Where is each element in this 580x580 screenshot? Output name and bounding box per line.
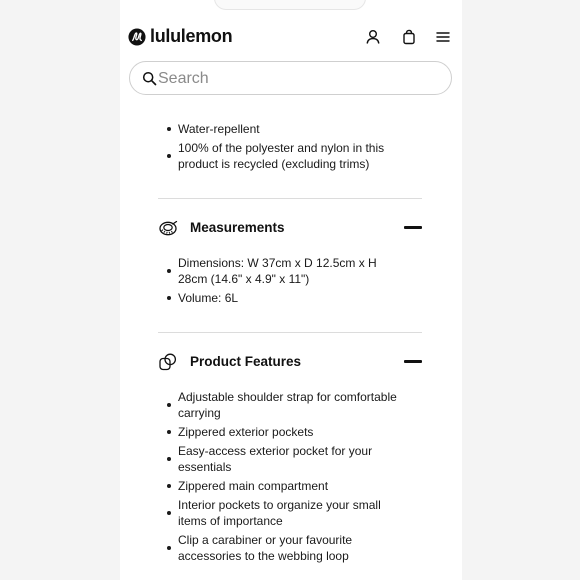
- account-icon[interactable]: [364, 28, 382, 46]
- list-item: Interior pockets to organize your small items of importance: [178, 497, 408, 529]
- list-item: Volume: 6L: [178, 290, 408, 306]
- measuring-tape-icon: [158, 218, 178, 238]
- list-item: Zippered exterior pockets: [178, 424, 408, 440]
- list-item: Dimensions: W 37cm x D 12.5cm x H 28cm (14.6" x 4.9" x 11"): [178, 255, 408, 287]
- search-bar[interactable]: [129, 61, 452, 95]
- search-icon: [142, 71, 157, 86]
- features-list: [178, 389, 408, 567]
- hamburger-menu-icon[interactable]: [434, 28, 452, 46]
- search-input[interactable]: [158, 66, 438, 91]
- collapse-features-button[interactable]: [404, 360, 422, 363]
- list-item: Zippered main compartment: [178, 478, 408, 494]
- list-item: Easy-access exterior pocket for your essentials: [178, 443, 408, 475]
- brand-name[interactable]: lululemon: [150, 26, 233, 46]
- measurements-title: Measurements: [190, 220, 285, 235]
- section-divider: [158, 332, 422, 333]
- collapse-measurements-button[interactable]: [404, 226, 422, 229]
- measurements-list: [178, 255, 408, 309]
- product-features-header[interactable]: [158, 350, 422, 374]
- shopping-bag-icon[interactable]: [400, 28, 418, 46]
- section-divider: [158, 198, 422, 199]
- materials-list: [178, 121, 408, 175]
- product-features-title: Product Features: [190, 354, 302, 369]
- list-item: 100% of the polyester and nylon in this product is recycled (excluding trims): [178, 140, 408, 172]
- lululemon-logo-icon[interactable]: [128, 28, 146, 46]
- product-page: [120, 0, 462, 580]
- list-item: Water-repellent: [178, 121, 408, 137]
- overlapping-shapes-icon: [158, 352, 178, 372]
- list-item: Adjustable shoulder strap for comfortable carrying: [178, 389, 408, 421]
- site-header: [120, 24, 462, 50]
- measurements-header[interactable]: [158, 216, 422, 240]
- list-item: Clip a carabiner or your favourite accessories to the webbing loop: [178, 532, 408, 564]
- browser-url-pill[interactable]: [214, 0, 366, 10]
